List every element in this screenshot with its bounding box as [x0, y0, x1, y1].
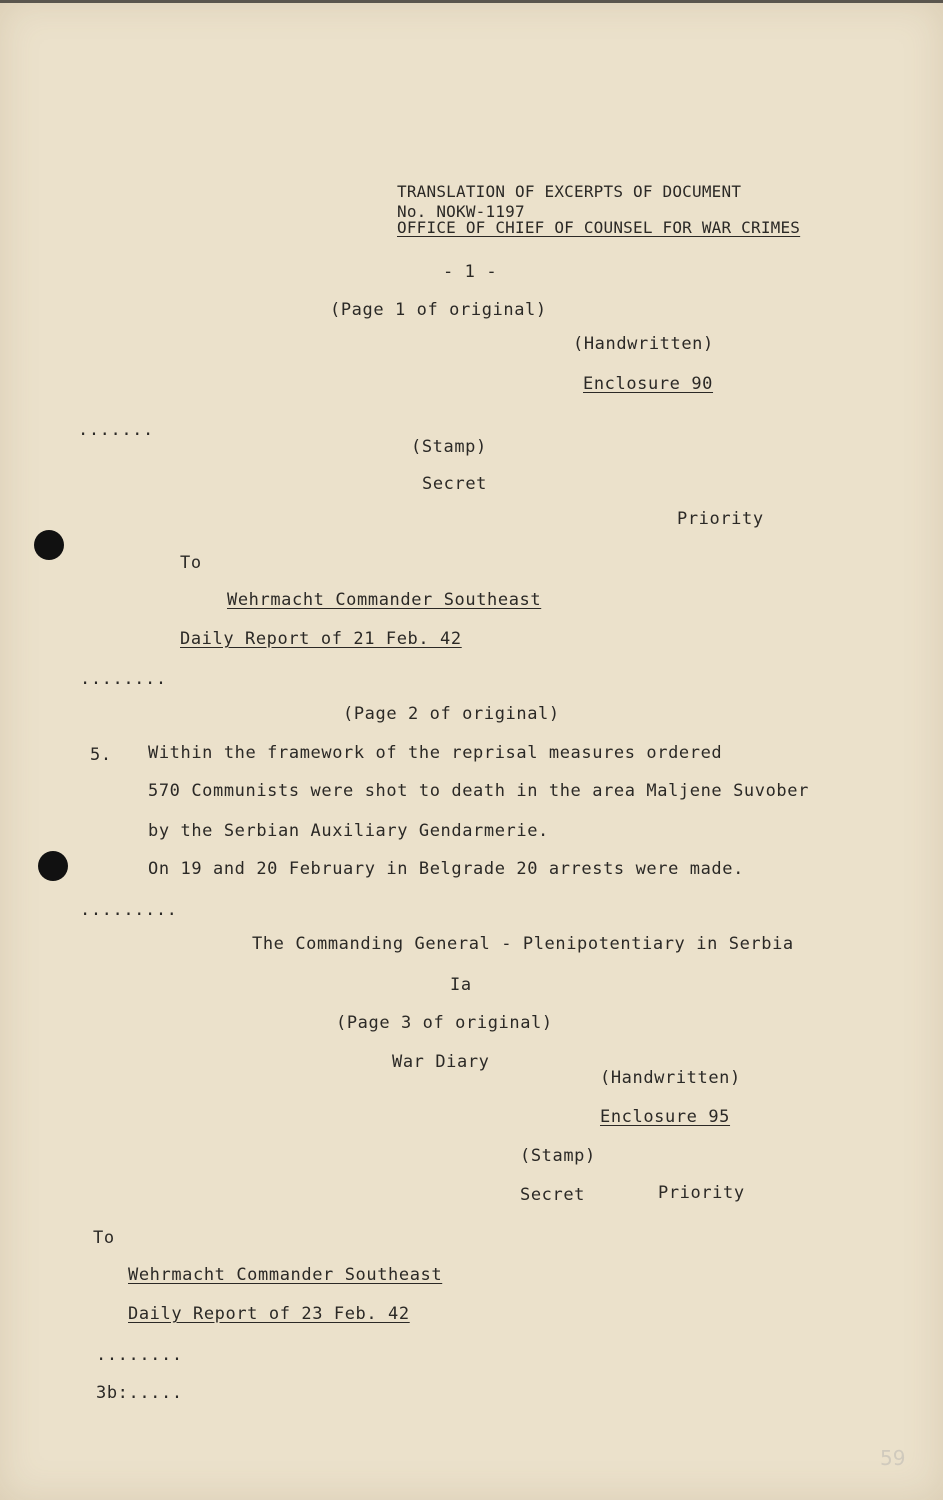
- handwritten-note-2: (Handwritten): [600, 1068, 741, 1088]
- stamp-label-2: (Stamp): [520, 1146, 596, 1166]
- punch-hole-top: [34, 530, 64, 560]
- to-label-2: To: [93, 1228, 115, 1248]
- page-3-label: (Page 3 of original): [336, 1013, 553, 1033]
- header-document-number: No. NOKW-1197: [397, 202, 525, 221]
- archive-page-number: 59: [880, 1446, 906, 1470]
- secret-label-1: Secret: [422, 474, 488, 494]
- page-1-label: (Page 1 of original): [330, 300, 547, 320]
- report-line-1: Within the framework of the reprisal measures ordered: [148, 743, 723, 763]
- signature-line: The Commanding General - Plenipotentiary in Serbia: [252, 934, 794, 954]
- scan-top-edge: [0, 0, 943, 3]
- recipient-1: Wehrmacht Commander Southeast: [227, 590, 542, 610]
- page-2-label: (Page 2 of original): [343, 704, 560, 724]
- secret-label-2: Secret: [520, 1185, 586, 1205]
- handwritten-note-1: (Handwritten): [573, 334, 714, 354]
- ellipsis-1: .......: [78, 420, 154, 440]
- header-title: TRANSLATION OF EXCERPTS OF DOCUMENT: [397, 182, 742, 201]
- ia-label: Ia: [450, 975, 472, 995]
- enclosure-95: Enclosure 95: [600, 1107, 731, 1127]
- to-label-1: To: [180, 553, 202, 573]
- report-line-2: 570 Communists were shot to death in the area Maljene Suvober: [148, 781, 809, 801]
- page-marker: - 1 -: [443, 262, 498, 282]
- war-diary-label: War Diary: [392, 1052, 490, 1072]
- ellipsis-4: ........: [96, 1345, 183, 1365]
- daily-report-23-feb: Daily Report of 23 Feb. 42: [128, 1304, 410, 1324]
- priority-label-1: Priority: [677, 509, 764, 529]
- report-line-3: by the Serbian Auxiliary Gendarmerie.: [148, 821, 549, 841]
- report-line-4: On 19 and 20 February in Belgrade 20 arrests were made.: [148, 859, 744, 879]
- ellipsis-3: .........: [80, 900, 178, 920]
- punch-hole-bottom: [38, 851, 68, 881]
- daily-report-21-feb: Daily Report of 21 Feb. 42: [180, 629, 462, 649]
- priority-label-2: Priority: [658, 1183, 745, 1203]
- recipient-2: Wehrmacht Commander Southeast: [128, 1265, 443, 1285]
- stamp-label-1: (Stamp): [411, 437, 487, 457]
- header-office: OFFICE OF CHIEF OF COUNSEL FOR WAR CRIMES: [397, 218, 801, 237]
- enclosure-90: Enclosure 90: [583, 374, 714, 394]
- ellipsis-2: ........: [80, 669, 167, 689]
- item-3b: 3b:.....: [96, 1383, 183, 1403]
- item-number-5: 5.: [90, 745, 112, 765]
